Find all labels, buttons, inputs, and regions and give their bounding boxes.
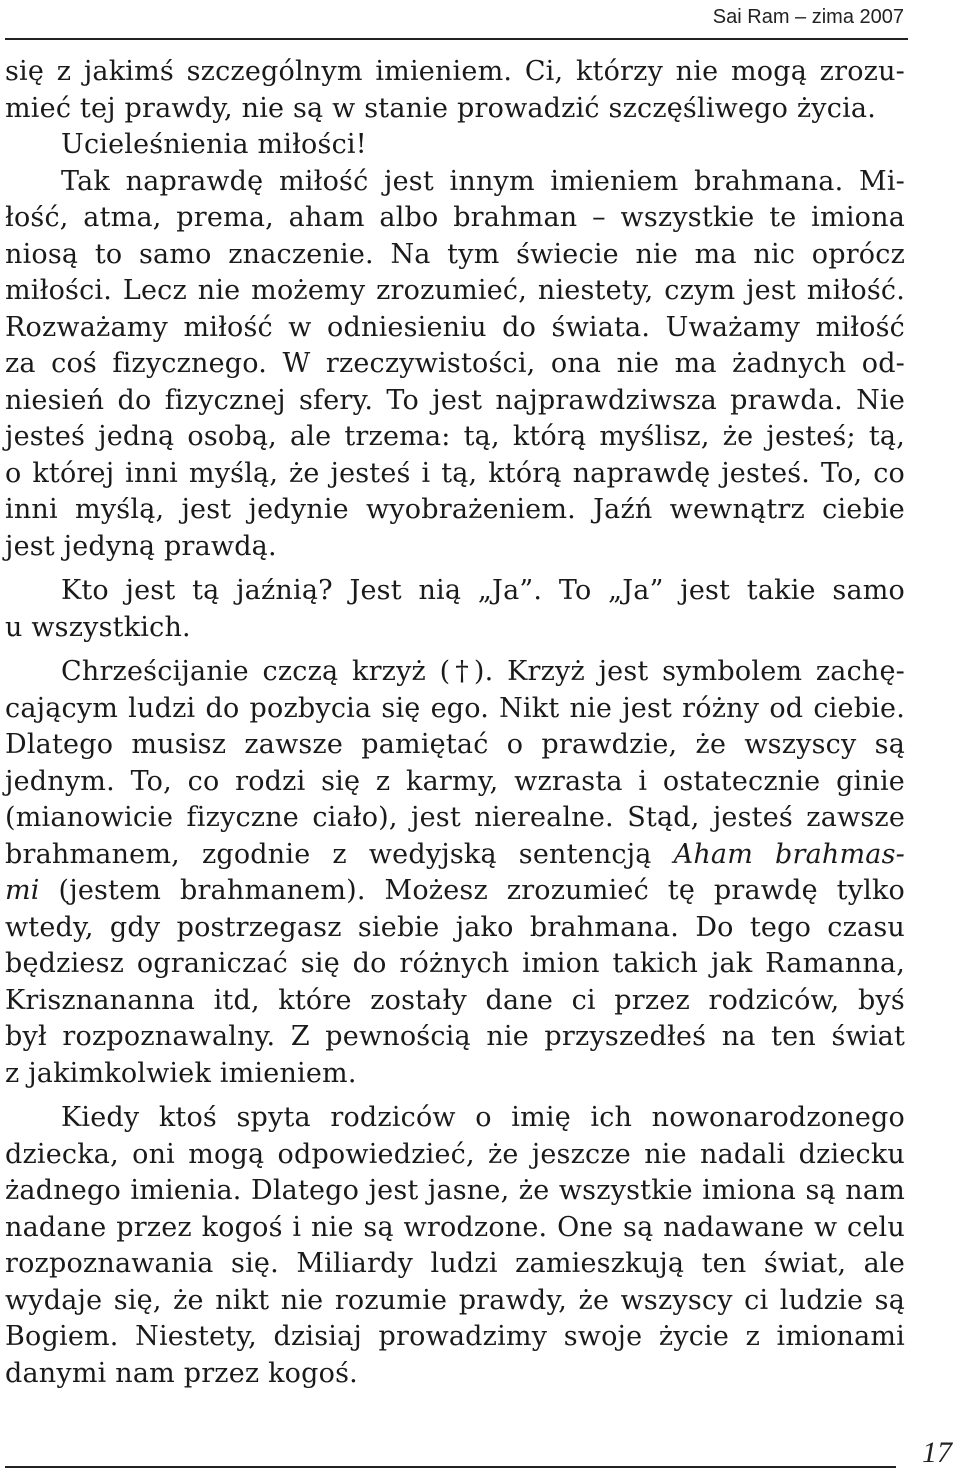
footer-rule xyxy=(5,1466,896,1468)
text-line: Rozważamy miłość w odniesieniu do świata. Uważamy miłość xyxy=(5,311,905,343)
text-line: Ucieleśnienia miłości! xyxy=(61,129,367,160)
text-line: łość, atma, prema, aham albo brahman – wszystkie te imiona xyxy=(5,202,905,233)
text-line: Bogiem. Niestety, dzisiaj prowadzimy swoje życie z imionami xyxy=(5,1321,905,1352)
text-line: Krisznananna itd, które zostały dane ci przez rodziców, byś xyxy=(5,984,905,1016)
text-line: rozpoznawania się. Miliardy ludzi zamieszkują ten świat, ale xyxy=(5,1248,905,1279)
text-line: będziesz ograniczać się do różnych imion takich jak Ramanna, xyxy=(5,948,905,979)
sanskrit-phrase: Aham brahmas- xyxy=(673,838,905,870)
text-line: Kiedy ktoś spyta rodziców o imię ich nowonarodzonego xyxy=(61,1102,905,1133)
text-line: Kto jest tą jaźnią? Jest nią „Ja”. To „Ja” jest takie samo xyxy=(61,575,905,606)
text-line: dziecka, oni mogą odpowiedzieć, że jeszcze nie nadali dziecku xyxy=(5,1138,905,1170)
text-line: jednym. To, co rodzi się z karmy, wzrasta i ostatecznie ginie xyxy=(5,765,905,797)
text-line: niesień do fizycznej sfery. To jest najprawdziwsza prawda. Nie xyxy=(5,384,905,416)
running-header: Sai Ram – zima 2007 xyxy=(712,6,904,28)
text-line: Chrześcijanie czczą krzyż (†). Krzyż jest symbolem zachę- xyxy=(61,656,905,687)
paragraph-gap xyxy=(5,565,905,573)
text-line: za coś fizycznego. W rzeczywistości, ona nie ma żadnych od- xyxy=(5,348,905,379)
text-line: żadnego imienia. Dlatego jest jasne, że wszystkie imiona są nam xyxy=(5,1175,905,1206)
sanskrit-phrase: mi xyxy=(5,875,40,906)
body-text xyxy=(5,54,905,1392)
text-line: Tak naprawdę miłość jest innym imieniem brahmana. Mi- xyxy=(61,165,905,197)
text-line: nadane przez kogoś i nie są wrodzone. One są nadawane w celu xyxy=(5,1211,905,1243)
text-line: cającym ludzi do pozbycia się ego. Nikt nie jest różny od ciebie. xyxy=(5,692,905,724)
text-line: mi (jestem brahmanem). Możesz zrozumieć tę prawdę tylko xyxy=(5,875,905,906)
page-number: 17 xyxy=(922,1436,952,1469)
text-line: brahmanem, zgodnie z wedyjską sentencją Aham brahmas- xyxy=(5,838,905,870)
text-line: się z jakimś szczególnym imieniem. Ci, którzy nie mogą zrozu- xyxy=(5,56,905,87)
text-line: był rozpoznawalny. Z pewnością nie przyszedłeś na ten świat xyxy=(5,1021,905,1052)
paragraph-gap xyxy=(5,646,905,654)
text-line: wtedy, gdy postrzegasz siebie jako brahmana. Do tego czasu xyxy=(5,911,905,943)
text-line: mieć tej prawdy, nie są w stanie prowadzić szczęśliwego życia. xyxy=(5,92,876,124)
header-rule xyxy=(5,38,908,40)
text-line: Dlatego musisz zawsze pamiętać o prawdzie, że wszyscy są xyxy=(5,729,905,760)
text-line: wydaje się, że nikt nie rozumie prawdy, że wszyscy ci ludzie są xyxy=(5,1284,905,1316)
text-line: (mianowicie fizyczne ciało), jest nierealne. Stąd, jesteś zawsze xyxy=(5,802,905,833)
text-line: u wszystkich. xyxy=(5,611,191,643)
text-line: z jakimkolwiek imieniem. xyxy=(5,1057,357,1089)
text-line: miłości. Lecz nie możemy zrozumieć, niestety, czym jest miłość. xyxy=(5,275,905,306)
text-line: danymi nam przez kogoś. xyxy=(5,1357,358,1389)
text-line: jesteś jedną osobą, ale trzema: tą, którą myślisz, że jesteś; tą, xyxy=(5,421,905,452)
text-line: inni myślą, jest jedynie wyobrażeniem. Jaźń wewnątrz ciebie xyxy=(5,494,905,525)
paragraph-gap xyxy=(5,1092,905,1100)
text-line: o której inni myślą, że jesteś i tą, którą naprawdę jesteś. To, co xyxy=(5,457,905,489)
text-line: jest jedyną prawdą. xyxy=(5,530,277,562)
text-line: niosą to samo znaczenie. Na tym świecie nie ma nic oprócz xyxy=(5,238,905,270)
